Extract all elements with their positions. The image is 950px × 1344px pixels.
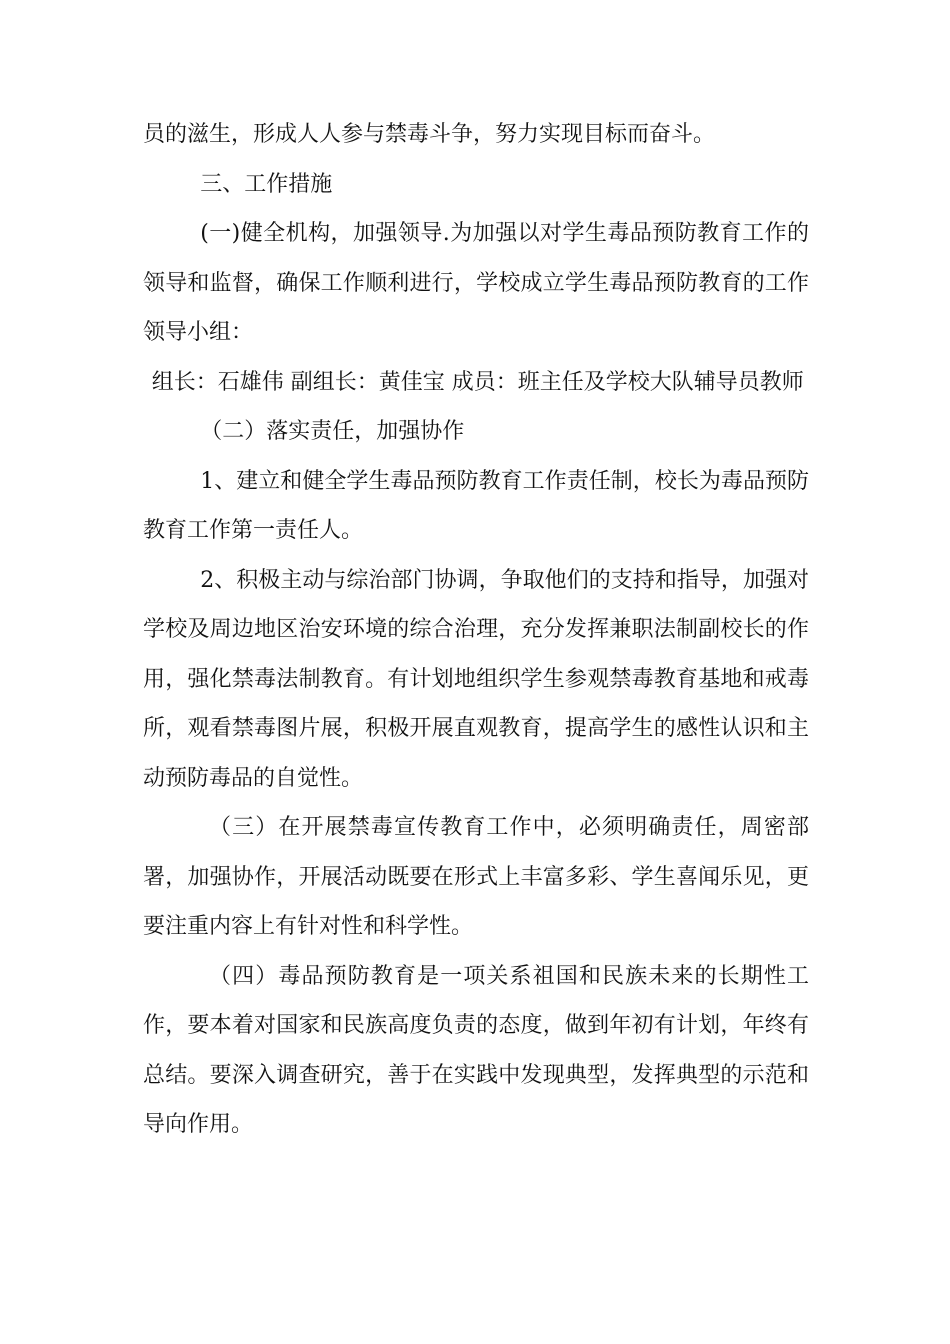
paragraph-section-4: （四）毒品预防教育是一项关系祖国和民族未来的长期性工作，要本着对国家和民族高度负责的态度，做到年初有计划，年终有总结。要深入调查研究，善于在实践中发现典型，发挥典型的示范和导向作用。 <box>143 963 809 1137</box>
section-heading-work-measures: 三、工作措施 <box>200 171 333 197</box>
subheading-responsibility: （二）落实责任，加强协作 <box>200 419 465 444</box>
paragraph-organization: (一)健全机构，加强领导.为加强以对学生毒品预防教育工作的领导和监督，确保工作顺利进行，学校成立学生毒品预防教育的工作领导小组： <box>143 221 809 345</box>
document-body <box>143 110 809 1150</box>
paragraph-section-3: （三）在开展禁毒宣传教育工作中，必须明确责任，周密部署，加强协作，开展活动既要在形式上丰富多彩、学生喜闻乐见，更要注重内容上有针对性和科学性。 <box>143 815 809 939</box>
paragraph-continuation: 员的滋生，形成人人参与禁毒斗争，努力实现目标而奋斗。 <box>143 122 716 147</box>
paragraph-item-1: 1、建立和健全学生毒品预防教育工作责任制，校长为毒品预防教育工作第一责任人。 <box>143 468 809 543</box>
paragraph-leadership-group: 组长：石雄伟 副组长：黄佳宝 成员：班主任及学校大队辅导员教师 <box>151 369 804 395</box>
paragraph-item-2: 2、积极主动与综治部门协调，争取他们的支持和指导，加强对学校及周边地区治安环境的综合治理，充分发挥兼职法制副校长的作用，强化禁毒法制教育。有计划地组织学生参观禁毒教育基地和戒毒所，观看禁毒图片展，积极开展直观教育，提高学生的感性认识和主动预防毒品的自觉性。 <box>143 567 809 791</box>
